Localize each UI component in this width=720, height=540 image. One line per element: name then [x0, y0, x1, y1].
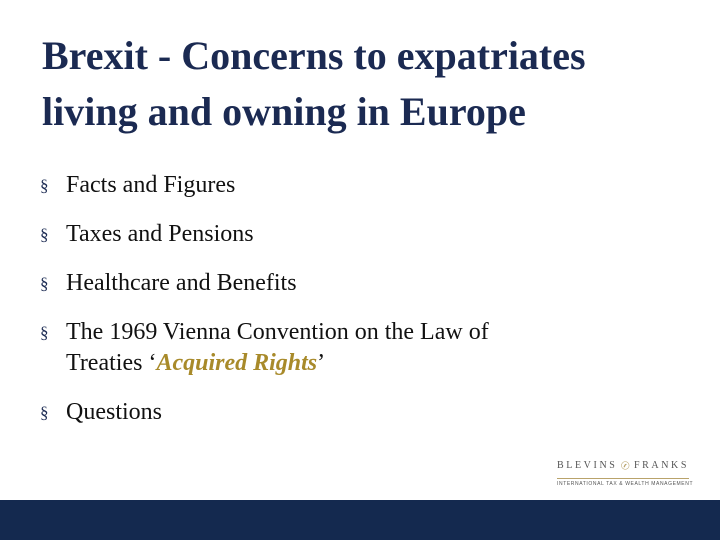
- logo-monogram-icon: [621, 456, 630, 475]
- blevins-franks-logo: [557, 455, 694, 489]
- logo-tagline: INTERNATIONAL TAX & WEALTH MANAGEMENT: [557, 481, 694, 487]
- bullet-text: Taxes and Pensions: [66, 221, 254, 247]
- bullet-text: Questions: [66, 399, 162, 425]
- footer-bar: [0, 500, 720, 540]
- slide-title-line-2: living and owning in Europe: [42, 89, 526, 134]
- bullet-item-healthcare: [40, 268, 680, 299]
- bullet-marker-icon: §: [40, 225, 49, 244]
- bullet-marker-icon: §: [40, 274, 49, 293]
- slide-title: [42, 28, 712, 140]
- bullet-marker-icon: §: [40, 403, 49, 422]
- bullet-item-questions: [40, 397, 680, 428]
- slide-title-line-1: Brexit - Concerns to expatriates: [42, 33, 586, 78]
- bullet-item-facts: [40, 170, 680, 201]
- bullet-text-line-1: The 1969 Vienna Convention on the Law of: [66, 319, 489, 345]
- logo-word-right: FRANKS: [633, 459, 689, 471]
- logo-divider: [557, 478, 689, 479]
- bullet-marker-icon: §: [40, 176, 49, 195]
- bullet-item-vienna-convention: [40, 317, 680, 379]
- bullet-text: Healthcare and Benefits: [66, 270, 297, 296]
- bullet-list: [40, 170, 680, 446]
- acquired-rights-emphasis: Acquired Rights: [156, 350, 318, 376]
- bullet-text-line-2-prefix: Treaties ‘: [66, 350, 157, 376]
- bullet-marker-icon: §: [40, 323, 49, 342]
- bullet-text: Facts and Figures: [66, 172, 236, 198]
- bullet-item-taxes: [40, 219, 680, 250]
- logo-word-left: BLEVINS: [557, 459, 618, 471]
- bullet-text-line-2-suffix: ’: [317, 350, 326, 376]
